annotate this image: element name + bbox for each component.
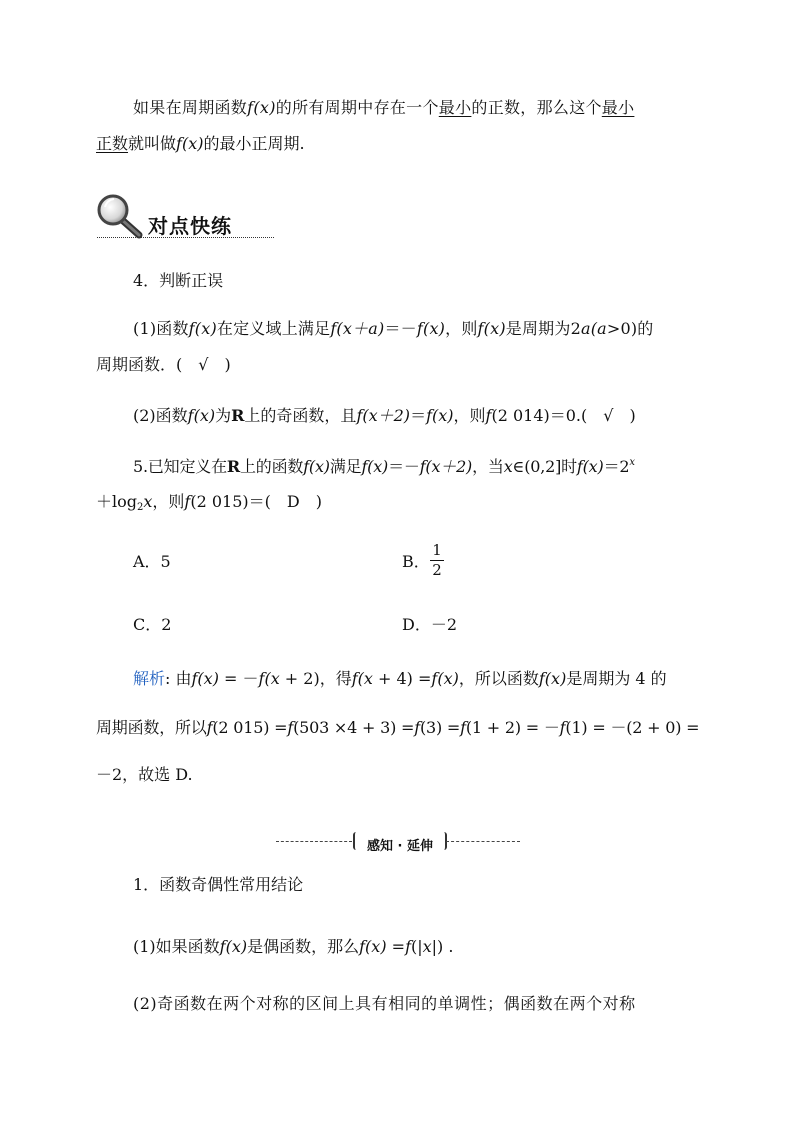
- section-divider: [276, 832, 520, 852]
- option-b-label: B．: [402, 552, 430, 571]
- divider-dashes-left: [276, 841, 352, 842]
- underlined-positive-number: 正数: [96, 134, 129, 153]
- definition-line-1: 如果在周期函数f(x)的所有周期中存在一个最小的正数，那么这个最小: [133, 98, 635, 117]
- question-4-1-line-2: 周期函数．( √ ): [96, 355, 231, 374]
- option-c: C．2: [133, 615, 172, 634]
- question-4-2: (2)函数f(x)为R上的奇函数，且f(x＋2)＝f(x)，则f(2 014)＝0.( √ ): [133, 406, 636, 425]
- divider-dashes-right: [446, 841, 520, 842]
- question-4-1-line-1: (1)函数f(x)在定义域上满足f(x＋a)＝－f(x)，则f(x)是周期为2a(a>0)的: [133, 319, 654, 338]
- analysis-line-3: －2，故选 D.: [96, 765, 193, 784]
- question-4-title: 4．判断正误: [133, 271, 224, 290]
- option-d: D．－2: [402, 615, 458, 634]
- divider-label: 感知 · 延伸: [367, 839, 433, 854]
- underlined-smallest-1: 最小: [438, 98, 472, 117]
- divider-bracket: [353, 832, 447, 854]
- underlined-smallest-2: 最小: [601, 98, 635, 117]
- question-5-line-2: $+\log_2x$，则f(2 015)＝( D ): [96, 492, 322, 513]
- analysis-label: 解析: [133, 669, 166, 688]
- option-b-fraction: 1 2: [430, 542, 444, 579]
- header-dotted-underline: [97, 237, 274, 238]
- question-5-line-1: 5.已知定义在R上的函数f(x)满足f(x)＝－f(x＋2)，当x∈(0,2]时$f(x)=2^x$: [133, 457, 635, 476]
- magnifier-icon: [97, 193, 145, 239]
- section-title-practice: 对点快练: [148, 214, 232, 238]
- option-a: A．5: [133, 552, 171, 571]
- analysis-line-2: 周期函数，所以f(2 015) =f(503 ×4 + 3) =f(3) =f(1 + 2) = －f(1) = －(2 + 0) =: [96, 718, 700, 737]
- conclusion-1: (1)如果函数f(x)是偶函数，那么f(x) =f(|x|) .: [133, 937, 454, 956]
- analysis-line-1: 解析: 由f(x) = －f(x + 2)，得f(x + 4) =f(x)，所以函数f(x)是周期为 4 的: [133, 669, 667, 688]
- conclusion-2: (2)奇函数在两个对称的区间上具有相同的单调性；偶函数在两个对称: [133, 994, 636, 1013]
- definition-line-2: 正数就叫做f(x)的最小正周期.: [96, 134, 305, 153]
- conclusion-title: 1．函数奇偶性常用结论: [133, 875, 304, 894]
